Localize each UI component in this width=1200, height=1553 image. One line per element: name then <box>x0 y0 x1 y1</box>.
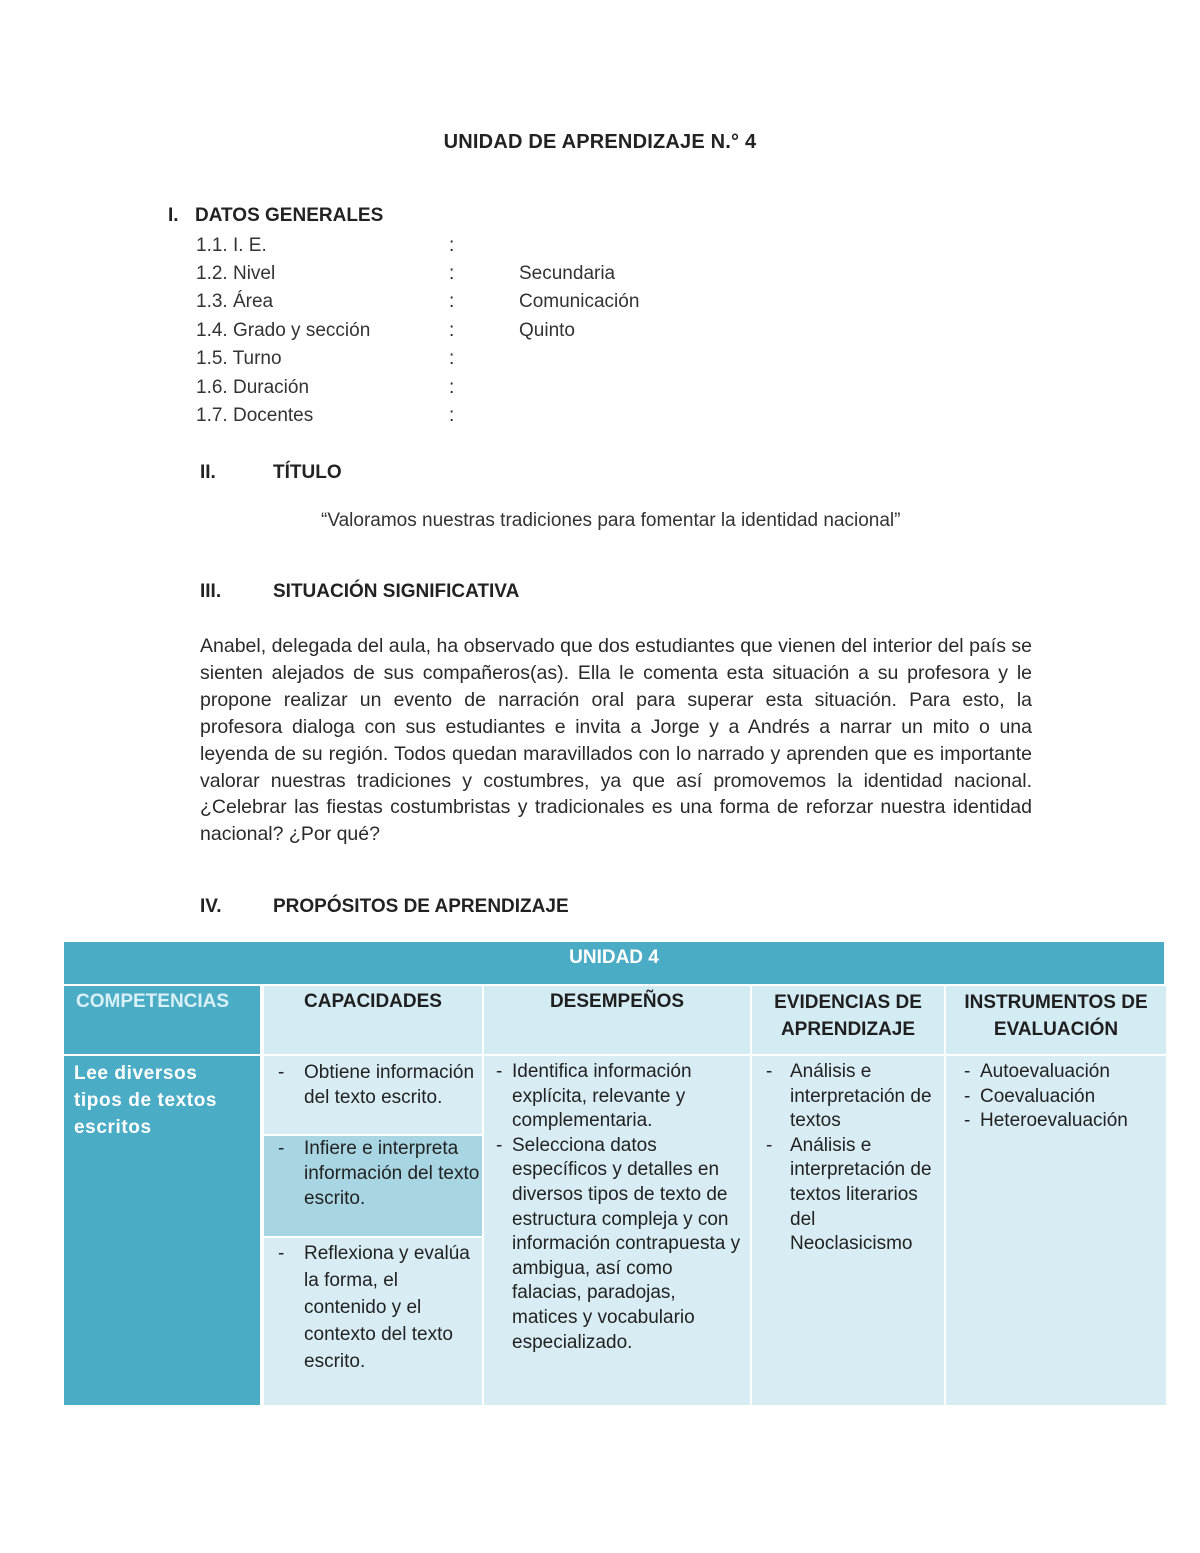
header-instrumentos: INSTRUMENTOS DE EVALUACIÓN <box>946 986 1166 1054</box>
datos-separator: : <box>449 348 455 369</box>
section-datos-heading: DATOS GENERALES <box>195 205 384 226</box>
section-situacion-number: III. <box>200 581 222 602</box>
section-propositos-heading: PROPÓSITOS DE APRENDIZAJE <box>273 896 569 917</box>
capacidad-item: - Obtiene información del texto escrito. <box>264 1060 482 1110</box>
datos-label: 1.4. Grado y sección <box>196 320 371 341</box>
capacidad-block <box>264 1056 482 1134</box>
datos-separator: : <box>449 377 455 398</box>
header-evidencias: EVIDENCIAS DE APRENDIZAJE <box>752 986 944 1054</box>
datos-separator: : <box>449 405 455 426</box>
desempeno-item: - Identifica información explícita, relevante y complementaria. <box>490 1060 744 1134</box>
instrumento-item: - Autoevaluación <box>958 1060 1162 1085</box>
capacidad-block <box>264 1136 482 1236</box>
datos-label: 1.3. Área <box>196 291 274 312</box>
evidencia-item: - Análisis e interpretación de textos <box>752 1060 940 1134</box>
instrumentos-cell <box>946 1056 1166 1405</box>
desempenos-cell <box>484 1056 750 1405</box>
datos-label: 1.7. Docentes <box>196 405 314 426</box>
section-titulo-heading: TÍTULO <box>273 462 342 483</box>
datos-value: Secundaria <box>519 263 616 284</box>
datos-separator: : <box>449 263 455 284</box>
section-situacion-heading: SITUACIÓN SIGNIFICATIVA <box>273 581 520 602</box>
datos-label: 1.5. Turno <box>196 348 282 369</box>
section-datos-number: I. <box>168 205 179 226</box>
section-propositos-number: IV. <box>200 896 222 917</box>
desempeno-item: - Selecciona datos específicos y detalles en diversos tipos de texto de estructura compleja y con información contrapuesta y ambigua, así como falacias, paradojas, matices y vocabulario especializado. <box>490 1134 744 1355</box>
capacidad-item: - Reflexiona y evalúa la forma, el contenido y el contexto del texto escrito. <box>264 1240 482 1375</box>
situacion-paragraph: Anabel, delegada del aula, ha observado que dos estudiantes que vienen del interior del país se sienten alejados de sus compañeros(as). Ella le comenta esta situación a su profesora y le propone realizar un evento de narración oral para superar esta situación. Para esto, la profesora dialoga con sus estudiantes e invita a Jorge y a Andrés a narrar un mito o una leyenda de su región. Todos quedan maravillados con lo narrado y aprenden que es importante valorar nuestras tradiciones y costumbres, ya que así promovemos la identidad nacional. ¿Celebrar las fiestas costumbristas y tradicionales es una forma de reforzar nuestra identidad nacional? ¿Por qué? <box>200 635 1032 846</box>
capacidad-item: - Infiere e interpreta información del texto escrito. <box>264 1136 482 1211</box>
instrumento-item: - Coevaluación <box>958 1085 1162 1110</box>
table-unit-title: UNIDAD 4 <box>64 942 1164 984</box>
datos-label: 1.1. I. E. <box>196 235 267 256</box>
instrumento-item: - Heteroevaluación <box>958 1109 1162 1134</box>
datos-value: Comunicación <box>519 291 640 312</box>
header-desempenos: DESEMPEÑOS <box>484 986 750 1054</box>
header-competencias: COMPETENCIAS <box>64 986 260 1054</box>
header-capacidades: CAPACIDADES <box>264 986 482 1054</box>
document-title: UNIDAD DE APRENDIZAJE N.° 4 <box>443 131 757 153</box>
datos-separator: : <box>449 235 455 256</box>
datos-separator: : <box>449 320 455 341</box>
unit-title-quote: “Valoramos nuestras tradiciones para fomentar la identidad nacional” <box>321 510 901 531</box>
datos-label: 1.6. Duración <box>196 377 310 398</box>
evidencias-cell <box>752 1056 944 1405</box>
evidencia-item: - Análisis e interpretación de textos literarios del Neoclasicismo <box>752 1134 940 1257</box>
capacidad-block <box>264 1238 482 1405</box>
datos-separator: : <box>449 291 455 312</box>
competencia-cell: Lee diversos tipos de textos escritos <box>64 1056 260 1405</box>
datos-value: Quinto <box>519 320 575 341</box>
datos-label: 1.2. Nivel <box>196 263 276 284</box>
section-titulo-number: II. <box>200 462 216 483</box>
